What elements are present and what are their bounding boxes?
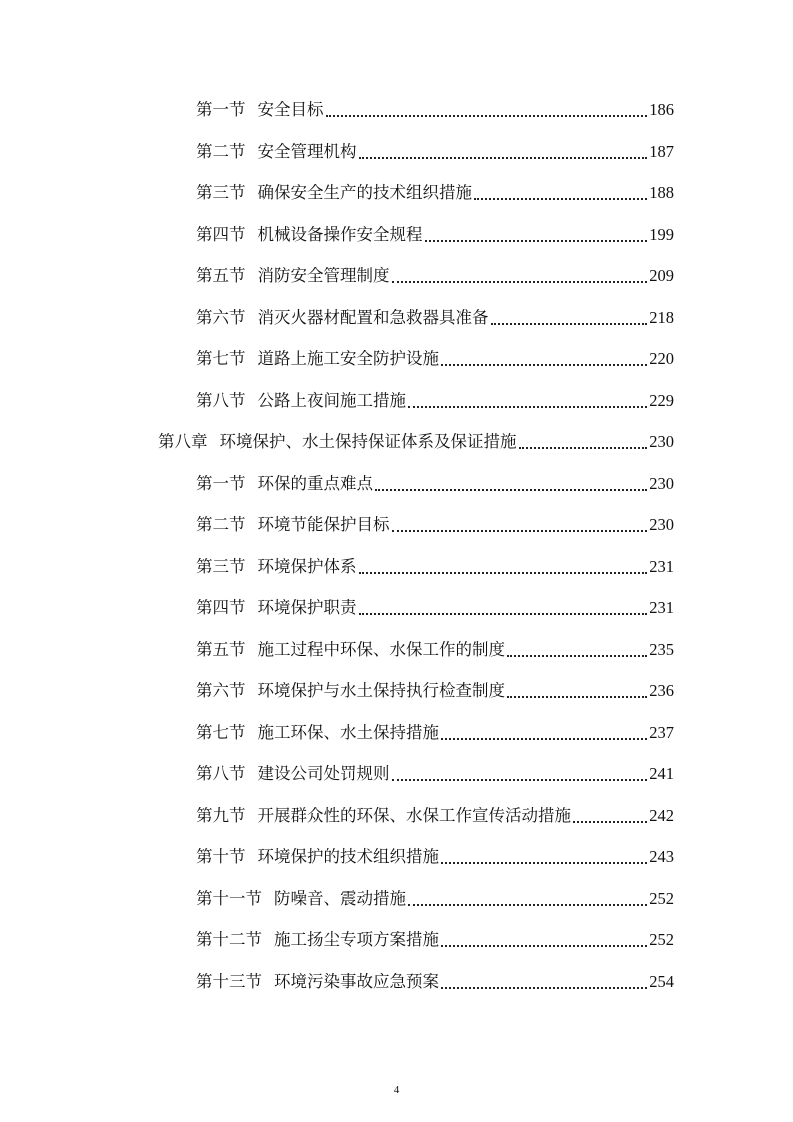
toc-entry-title: 安全管理机构 <box>257 141 357 161</box>
toc-entry-page: 254 <box>649 971 674 991</box>
toc-entry-title: 机械设备操作安全规程 <box>257 224 423 244</box>
toc-entry-page: 209 <box>649 266 674 285</box>
toc-entry-title: 建设公司处罚规则 <box>257 764 390 783</box>
toc-entry-label: 第十三节 <box>196 971 262 991</box>
dot-leader <box>392 281 648 283</box>
toc-entry-page: 187 <box>649 141 674 161</box>
dot-leader <box>392 779 648 781</box>
toc-entry-label: 第四节 <box>196 598 246 617</box>
toc-entry-label: 第一节 <box>196 473 246 493</box>
dot-leader <box>491 323 648 325</box>
toc-entry-label: 第九节 <box>196 805 246 825</box>
dot-leader <box>375 489 647 491</box>
toc-entry-title: 消防安全管理制度 <box>257 266 390 285</box>
toc-section-entry[interactable] <box>196 637 674 663</box>
toc-entry-label: 第十一节 <box>196 888 262 908</box>
toc-entry-label: 第八章 <box>158 432 208 451</box>
toc-entry-page: 252 <box>649 888 674 908</box>
toc-entry-page: 188 <box>649 183 674 202</box>
toc-section-entry[interactable] <box>196 222 674 248</box>
toc-entry-page: 252 <box>649 930 674 949</box>
toc-entry-title: 环保的重点难点 <box>257 473 373 493</box>
toc-entry-label: 第五节 <box>196 639 246 659</box>
toc-entry-label: 第八节 <box>196 390 246 410</box>
toc-entry-label: 第二节 <box>196 141 246 161</box>
toc-entry-label: 第八节 <box>196 764 246 783</box>
toc-entry-page: 235 <box>649 639 674 659</box>
toc-entry-page: 241 <box>649 764 674 783</box>
toc-entry-page: 231 <box>649 556 674 576</box>
toc-section-entry[interactable] <box>196 512 674 538</box>
toc-entry-label: 第十二节 <box>196 930 262 949</box>
dot-leader <box>359 157 648 159</box>
toc-entry-title: 道路上施工安全防护设施 <box>257 349 439 368</box>
dot-leader <box>359 572 648 574</box>
dot-leader <box>359 613 648 615</box>
toc-section-entry[interactable] <box>196 180 674 206</box>
toc-section-entry[interactable] <box>196 305 674 331</box>
toc-entry-label: 第六节 <box>196 307 246 327</box>
toc-entry-title: 环境保护的技术组织措施 <box>257 847 439 866</box>
dot-leader <box>441 862 647 864</box>
toc-entry-page: 236 <box>649 681 674 700</box>
toc-entry-title: 环境保护与水土保持执行检查制度 <box>257 681 505 700</box>
toc-section-entry[interactable] <box>196 595 674 621</box>
toc-entry-title: 消灭火器材配置和急救器具准备 <box>257 307 489 327</box>
dot-leader <box>441 738 647 740</box>
dot-leader <box>392 530 648 532</box>
toc-entry-page: 242 <box>649 805 674 825</box>
toc-entry-page: 229 <box>649 390 674 410</box>
toc-entry-label: 第三节 <box>196 556 246 576</box>
toc-entry-title: 环境节能保护目标 <box>257 515 390 534</box>
toc-section-entry[interactable] <box>196 927 674 953</box>
dot-leader <box>408 904 647 906</box>
toc-entry-title: 开展群众性的环保、水保工作宣传活动措施 <box>257 805 571 825</box>
toc-entry-label: 第一节 <box>196 100 246 119</box>
toc-entry-page: 237 <box>649 722 674 742</box>
dot-leader <box>474 198 647 200</box>
toc-entry-page: 230 <box>649 515 674 534</box>
toc-entry-page: 243 <box>649 847 674 866</box>
toc-entry-label: 第七节 <box>196 722 246 742</box>
toc-entry-title: 环境保护职责 <box>257 598 357 617</box>
toc-entry-label: 第十节 <box>196 847 246 866</box>
toc-entry-page: 199 <box>649 224 674 244</box>
toc-entry-title: 防噪音、震动措施 <box>274 888 406 908</box>
dot-leader <box>441 987 647 989</box>
toc-section-entry[interactable] <box>196 97 674 123</box>
toc-entry-title: 确保安全生产的技术组织措施 <box>257 183 472 202</box>
toc-section-entry[interactable] <box>196 969 674 995</box>
toc-section-entry[interactable] <box>196 761 674 787</box>
toc-entry-label: 第三节 <box>196 183 246 202</box>
toc-entry-title: 环境保护、水土保持保证体系及保证措施 <box>219 432 517 451</box>
toc-entry-label: 第六节 <box>196 681 246 700</box>
toc-entry-label: 第五节 <box>196 266 246 285</box>
toc-entry-title: 施工扬尘专项方案措施 <box>274 930 439 949</box>
toc-section-entry[interactable] <box>196 346 674 372</box>
dot-leader <box>507 696 647 698</box>
toc-entry-label: 第四节 <box>196 224 246 244</box>
toc-entry-page: 220 <box>649 349 674 368</box>
toc-entry-label: 第二节 <box>196 515 246 534</box>
toc-section-entry[interactable] <box>196 139 674 165</box>
dot-leader <box>441 364 647 366</box>
toc-section-entry[interactable] <box>196 720 674 746</box>
toc-section-entry[interactable] <box>196 803 674 829</box>
page-number: 4 <box>393 1084 400 1096</box>
dot-leader <box>441 945 647 947</box>
toc-section-entry[interactable] <box>196 886 674 912</box>
toc-chapter-entry[interactable] <box>158 429 674 455</box>
toc-entry-title: 公路上夜间施工措施 <box>257 390 406 410</box>
toc-section-entry[interactable] <box>196 554 674 580</box>
toc-entry-page: 218 <box>649 307 674 327</box>
toc-section-entry[interactable] <box>196 471 674 497</box>
dot-leader <box>408 406 647 408</box>
toc-entry-page: 230 <box>649 432 674 451</box>
dot-leader <box>507 655 647 657</box>
toc-section-entry[interactable] <box>196 844 674 870</box>
toc-entry-label: 第七节 <box>196 349 246 368</box>
dot-leader <box>573 821 647 823</box>
toc-entry-title: 环境保护体系 <box>257 556 357 576</box>
dot-leader <box>326 115 648 117</box>
toc-entry-page: 186 <box>649 100 674 119</box>
dot-leader <box>425 240 648 242</box>
toc-entry-title: 环境污染事故应急预案 <box>274 971 439 991</box>
dot-leader <box>519 447 648 449</box>
toc-entry-title: 安全目标 <box>257 100 324 119</box>
toc-entry-title: 施工环保、水土保持措施 <box>257 722 439 742</box>
toc-entry-title: 施工过程中环保、水保工作的制度 <box>257 639 505 659</box>
toc-section-entry[interactable] <box>196 388 674 414</box>
toc-entry-page: 231 <box>649 598 674 617</box>
toc-entry-page: 230 <box>649 473 674 493</box>
toc-section-entry[interactable] <box>196 263 674 289</box>
toc-section-entry[interactable] <box>196 678 674 704</box>
